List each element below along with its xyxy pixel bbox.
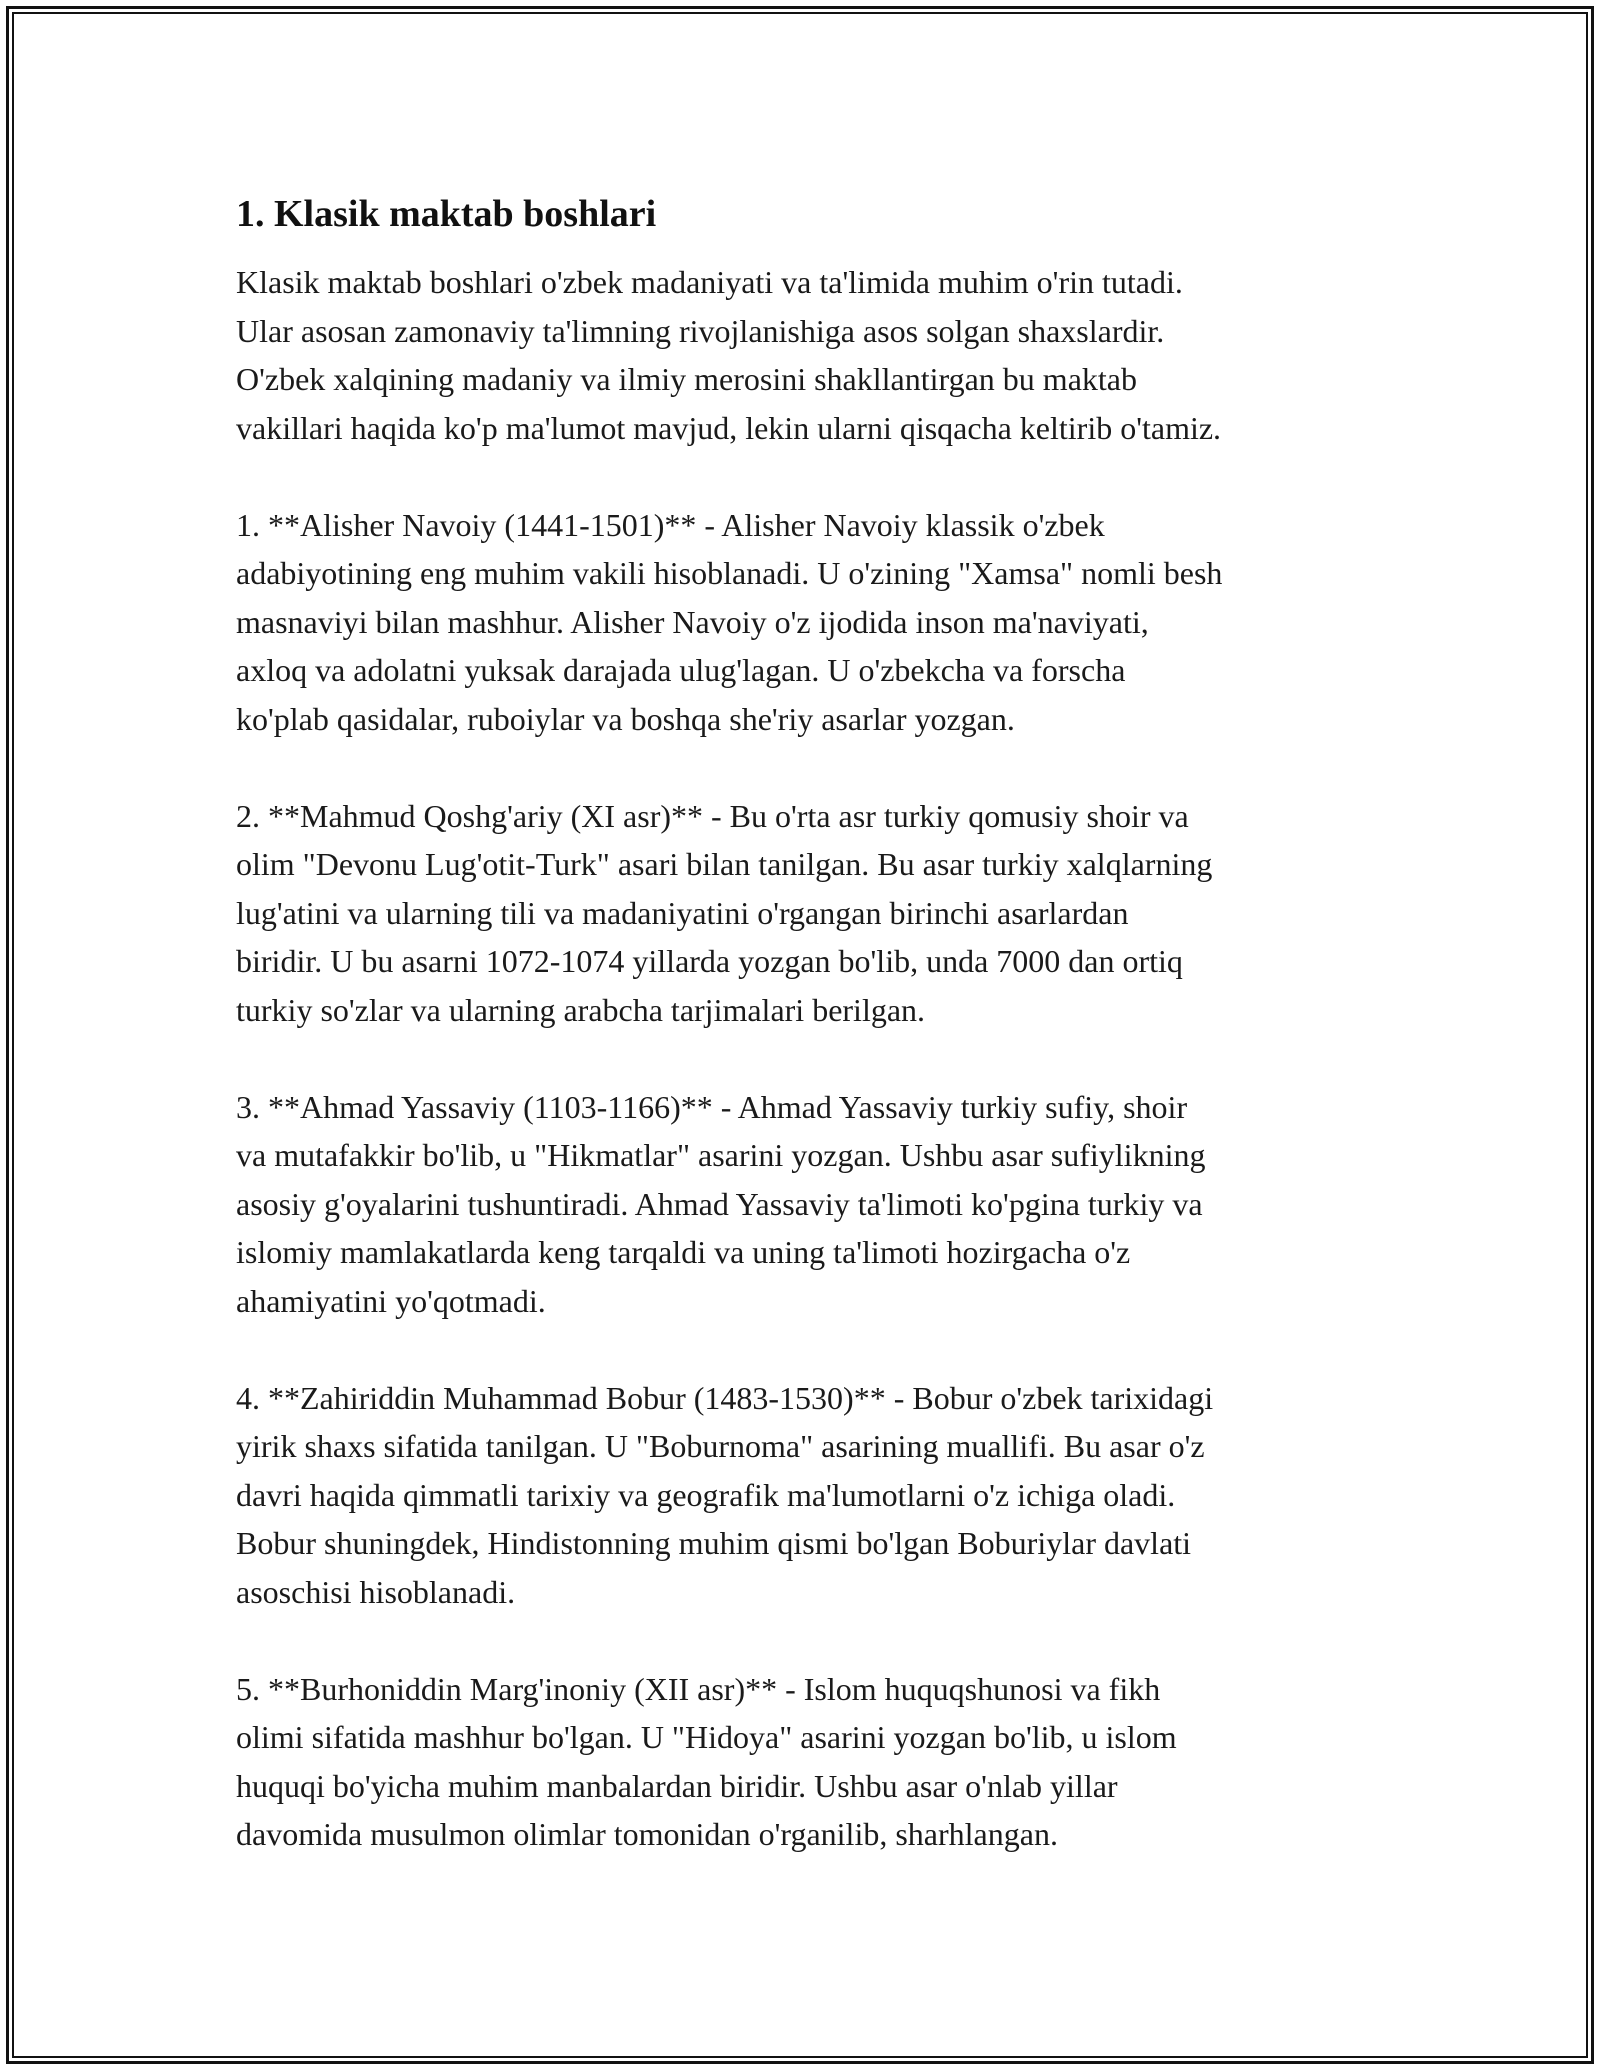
paragraph-gap: [236, 1325, 1386, 1374]
list-item-bobur: 4. **Zahiriddin Muhammad Bobur (1483-1530)** - Bobur o'zbek tarixidagi yirik shaxs sifatida tanilgan. U "Boburnoma" asarining muallifi. Bu asar o'z davri haqida qimmatli tarixiy va geografik ma'lumotlarni o'z ichiga oladi. Bobur shuningdek, Hindistonning muhim qismi bo'lgan Boburiylar davlati asoschisi hisoblanadi.: [236, 1379, 1214, 1610]
paragraph-gap: [236, 1616, 1386, 1665]
intro-paragraph: Klasik maktab boshlari o'zbek madaniyati va ta'limida muhim o'rin tutadi. Ular asosan zamonaviy ta'limning rivojlanishiga asos solgan shaxslardir. O'zbek xalqining madaniy va ilmiy merosini shakllantirgan bu maktab vakillari haqida ko'p ma'lumot mavjud, lekin ularni qisqacha keltirib o'tamiz.: [236, 264, 1222, 446]
document-body: [236, 188, 1386, 1859]
list-item-navoiy: 1. **Alisher Navoiy (1441-1501)** - Alisher Navoiy klassik o'zbek adabiyotining eng muhim vakili hisoblanadi. U o'zining "Xamsa" nomli besh masnaviyi bilan mashhur. Alisher Navoiy o'z ijodida inson ma'naviyati, axloq va adolatni yuksak darajada ulug'lagan. U o'zbekcha va forscha ko'plab qasidalar, ruboiylar va boshqa she'riy asarlar yozgan.: [236, 506, 1223, 737]
paragraph-gap: [236, 743, 1386, 792]
list-item-yassaviy: 3. **Ahmad Yassaviy (1103-1166)** - Ahmad Yassaviy turkiy sufiy, shoir va mutafakkir bo'lib, u "Hikmatlar" asarini yozgan. Ushbu asar sufiylikning asosiy g'oyalarini tushuntiradi. Ahmad Yassaviy ta'limoti ko'pgina turkiy va islomiy mamlakatlarda keng tarqaldi va uning ta'limoti hozirgacha o'z ahamiyatini yo'qotmadi.: [236, 1088, 1206, 1319]
paragraph-gap: [236, 1034, 1386, 1083]
list-item-marginoniy: 5. **Burhoniddin Marg'inoniy (XII asr)** - Islom huquqshunosi va fikh olimi sifatida mashhur bo'lgan. U "Hidoya" asarini yozgan bo'lib, u islom huquqi bo'yicha muhim manbalardan biridir. Ushbu asar o'nlab yillar davomida musulmon olimlar tomonidan o'rganilib, sharhlangan.: [236, 1670, 1177, 1852]
section-heading: 1. Klasik maktab boshlari: [236, 193, 657, 235]
paragraph-gap: [236, 452, 1386, 501]
list-item-qoshgariy: 2. **Mahmud Qoshg'ariy (XI asr)** - Bu o'rta asr turkiy qomusiy shoir va olim "Devonu Lug'otit-Turk" asari bilan tanilgan. Bu asar turkiy xalqlarning lug'atini va ularning tili va madaniyatini o'rgangan birinchi asarlardan biridir. U bu asarni 1072-1074 yillarda yozgan bo'lib, unda 7000 dan ortiq turkiy so'zlar va ularning arabcha tarjimalari berilgan.: [236, 797, 1213, 1028]
